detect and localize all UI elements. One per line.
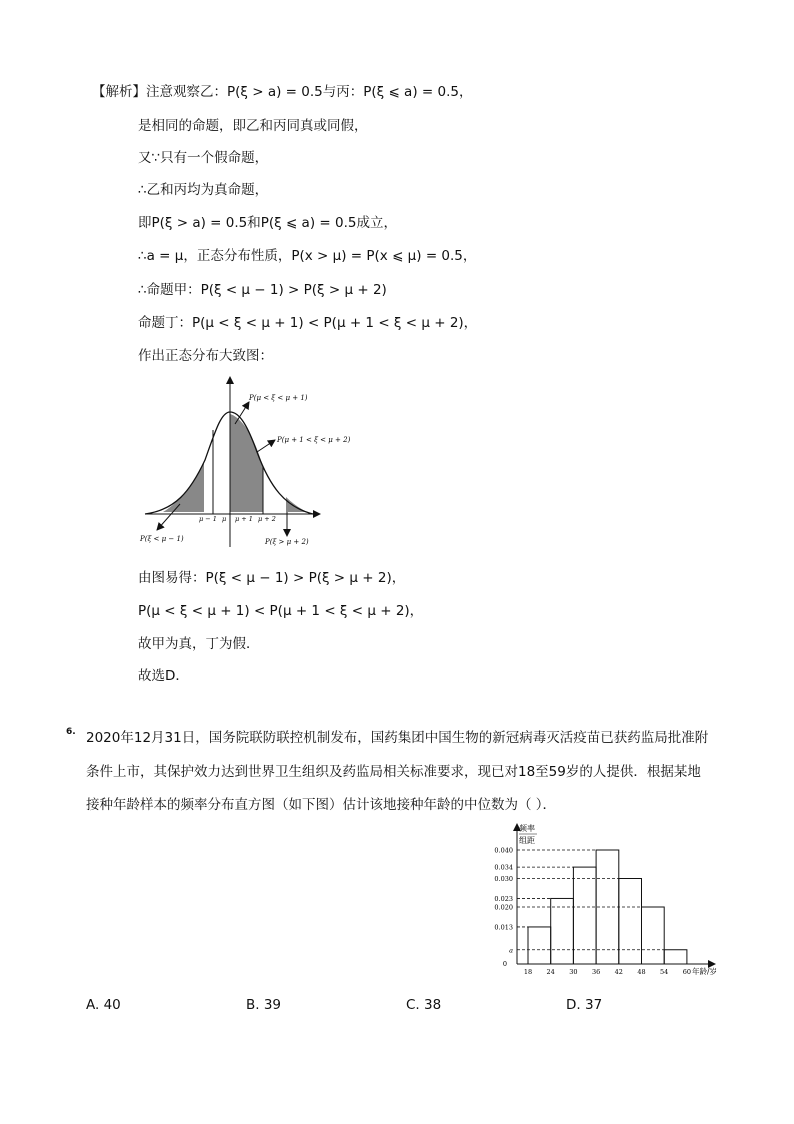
conclusion-line-4: 故选D． — [138, 668, 189, 684]
solution-line-3: 又∵只有一个假命题， — [138, 150, 269, 166]
x-tick-label: 30 — [569, 968, 578, 976]
x-tick-label: 60 — [682, 968, 692, 976]
solution-line-5: 即P(ξ > a) = 0.5和P(ξ ⩽ a) = 0.5成立， — [138, 215, 397, 231]
solution-line-4: ∴乙和丙均为真命题， — [138, 182, 269, 198]
option-b[interactable]: B. 39 — [246, 997, 282, 1013]
shade-left-tail — [163, 462, 204, 512]
y-label-bottom: 组距 — [519, 836, 535, 845]
y-label-top: 频率 — [519, 824, 535, 833]
normal-distribution-figure — [135, 372, 365, 552]
option-d[interactable]: D. 37 — [566, 997, 603, 1013]
solution-line-7: ∴命题甲：P(ξ < μ − 1) > P(ξ > μ + 2) — [138, 282, 387, 298]
histogram-bar — [664, 950, 687, 964]
solution-line-2: 是相同的命题，即乙和丙同真或同假， — [138, 118, 368, 134]
question-number: 6. — [66, 727, 76, 737]
label-top: P(μ < ξ < μ + 1) — [249, 394, 308, 402]
tick-mu: μ — [222, 515, 227, 523]
y-tick-label: 0.040 — [494, 846, 513, 855]
histogram-bar — [551, 898, 574, 964]
solution-line-1: 【解析】注意观察乙：P(ξ > a) = 0.5与丙：P(ξ ⩽ a) = 0.5， — [92, 84, 473, 100]
tick-mu-plus-1: μ + 1 — [235, 515, 253, 523]
conclusion-line-2: P(μ < ξ < μ + 1) < P(μ + 1 < ξ < μ + 2)， — [138, 603, 424, 619]
y-tick-label: 0.034 — [494, 863, 513, 872]
x-tick-label: 36 — [591, 968, 601, 976]
y-tick-label: a — [509, 946, 513, 955]
x-tick-label: 42 — [614, 968, 623, 976]
x-tick-label: 18 — [523, 968, 533, 976]
label-right: P(ξ > μ + 2) — [265, 538, 309, 546]
shade-center — [230, 414, 263, 512]
solution-line-9: 作出正态分布大致图： — [138, 348, 273, 364]
y-tick-label: 0.013 — [494, 923, 513, 932]
histogram-bar — [619, 879, 642, 965]
label-left: P(ξ < μ − 1) — [140, 535, 184, 543]
solution-line-8: 命题丁：P(μ < ξ < μ + 1) < P(μ + 1 < ξ < μ + 2)， — [138, 315, 478, 331]
x-axis-label: 年龄/岁 — [692, 967, 718, 976]
x-tick-label: 48 — [637, 968, 646, 976]
conclusion-line-1: 由图易得：P(ξ < μ − 1) > P(ξ > μ + 2)， — [138, 570, 406, 586]
y-tick-label: 0.030 — [494, 875, 513, 883]
label-mid: P(μ + 1 < ξ < μ + 2) — [277, 436, 351, 444]
y-tick-label: 0.020 — [494, 903, 513, 912]
question-line-1: 2020年12月31日，国务院联防联控机制发布，国药集团中国生物的新冠病毒灭活疫苗已获药监局批准附 — [86, 730, 709, 746]
x-tick-label: 24 — [546, 968, 555, 976]
conclusion-line-3: 故甲为真，丁为假． — [138, 636, 260, 652]
y-tick-label: 0.023 — [494, 894, 513, 903]
option-a[interactable]: A. 40 — [86, 997, 121, 1013]
histogram-bar — [528, 927, 551, 964]
tick-mu-minus-1: μ − 1 — [199, 515, 217, 523]
bell-curve — [145, 412, 313, 514]
x-tick-label: 54 — [660, 968, 669, 976]
frequency-histogram — [470, 818, 740, 978]
histogram-bar — [642, 907, 665, 964]
question-line-2: 条件上市，其保护效力达到世界卫生组织及药监局相关标准要求，现已对18至59岁的人提供．根据某地 — [86, 764, 701, 780]
question-line-3: 接种年龄样本的频率分布直方图（如下图）估计该地接种年龄的中位数为（ ）． — [86, 797, 557, 813]
tick-mu-plus-2: μ + 2 — [258, 515, 276, 523]
y-tick-zero: 0 — [502, 960, 507, 968]
option-c[interactable]: C. 38 — [406, 997, 442, 1013]
shade-right-tail — [286, 497, 307, 512]
solution-line-6: ∴a = μ，正态分布性质，P(x > μ) = P(x ⩽ μ) = 0.5， — [138, 248, 477, 264]
